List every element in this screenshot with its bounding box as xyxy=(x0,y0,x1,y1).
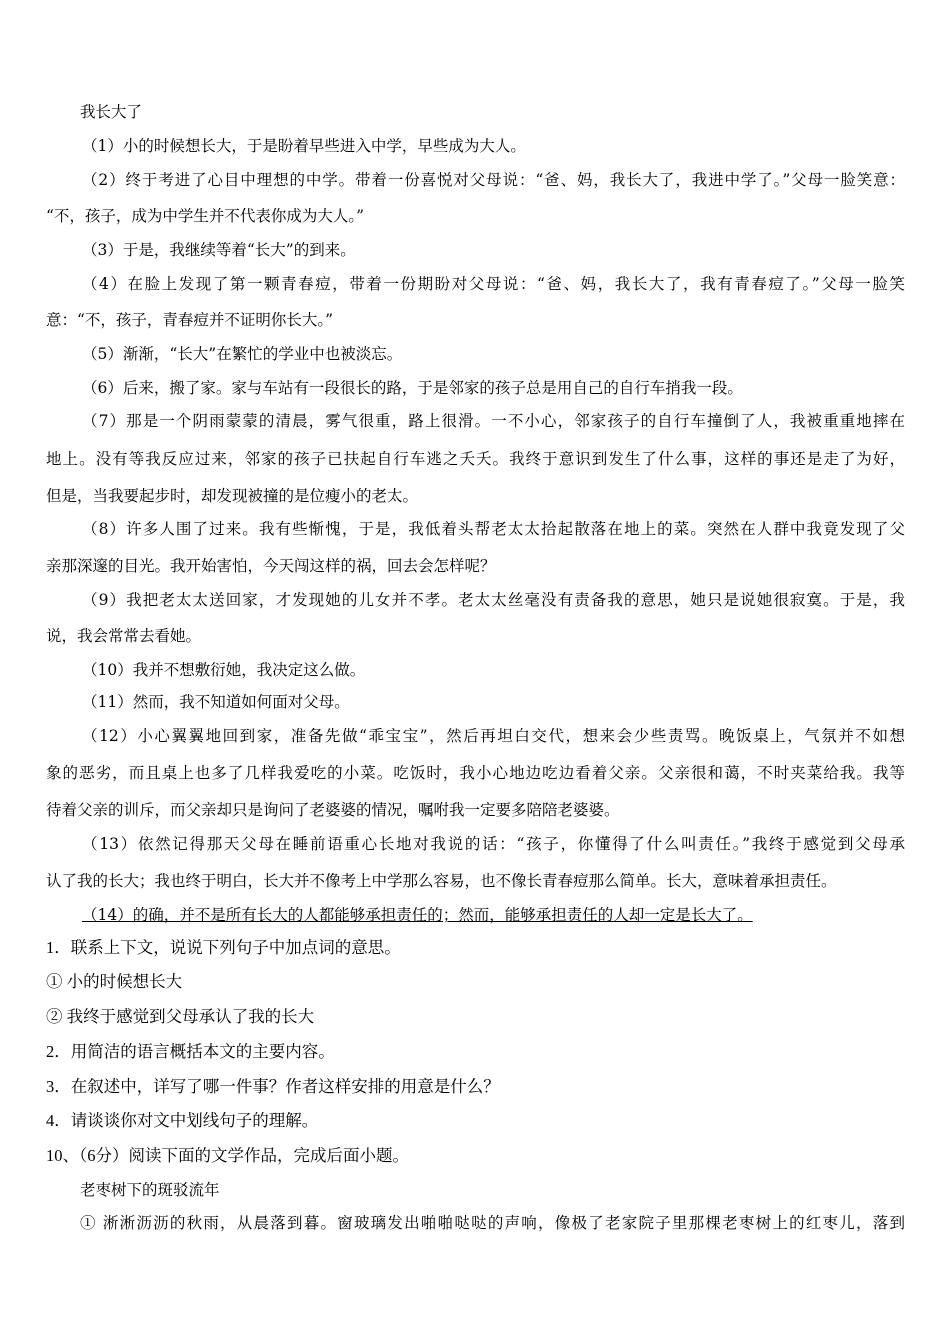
paragraph-3: （3）于是，我继续等着“长大”的到来。 xyxy=(82,241,356,259)
paragraph-1: （1）小的时候想长大，于是盼着早些进入中学，早些成为大人。 xyxy=(82,137,526,155)
question-1: 1．联系上下文，说说下列句子中加点词的意思。 xyxy=(46,938,401,957)
paragraph-9-cont: 说，我会常常去看她。 xyxy=(46,627,202,645)
paragraph-12: （12）小心翼翼地回到家，准备先做“乖宝宝”，然后再坦白交代，想来会少些责骂。晚饭桌上，气氛并不如想 xyxy=(82,727,905,745)
paragraph-12-cont: 待着父亲的训斥，而父亲却只是询问了老婆婆的情况，嘱咐我一定要多陪陪老婆婆。 xyxy=(46,801,620,819)
question-2: 2．用简洁的语言概括本文的主要内容。 xyxy=(46,1042,335,1061)
paragraph-7-cont: 地上。没有等我反应过来，邻家的孩子已扶起自行车逃之夭夭。我终于意识到发生了什么事，这样的事还是走了为好， xyxy=(46,450,905,468)
section-10-heading: 10、（6分）阅读下面的文学作品，完成后面小题。 xyxy=(46,1146,409,1165)
paragraph-6: （6）后来，搬了家。家与车站有一段很长的路，于是邻家的孩子总是用自己的自行车捎我一段。 xyxy=(82,379,743,397)
paragraph-8-cont: 亲那深邃的目光。我开始害怕，今天闯这样的祸，回去会怎样呢？ xyxy=(46,557,496,575)
question-1-item-a: ① 小的时候想长大 xyxy=(46,972,183,991)
paragraph-8: （8）许多人围了过来。我有些惭愧，于是，我低着头帮老太太拾起散落在地上的菜。突然在人群中我竟发现了父 xyxy=(82,520,905,538)
paragraph-2-cont: “不，孩子，成为中学生并不代表你成为大人。” xyxy=(46,207,365,225)
paragraph-2: （2）终于考进了心目中理想的中学。带着一份喜悦对父母说：“爸、妈，我长大了，我进中学了。”父母一脸笑意： xyxy=(82,171,905,189)
paragraph-5: （5）渐渐，“长大”在繁忙的学业中也被淡忘。 xyxy=(82,345,403,363)
question-4: 4．请谈谈你对文中划线句子的理解。 xyxy=(46,1111,319,1130)
paragraph-4: （4）在脸上发现了第一颗青春痘，带着一份期盼对父母说：“爸、妈，我长大了，我有青春痘了。”父母一脸笑 xyxy=(82,275,905,293)
paragraph-4-cont: 意：“不，孩子，青春痘并不证明你长大。” xyxy=(46,311,334,329)
section-10-title: 老枣树下的斑驳流年 xyxy=(80,1181,220,1199)
section-10-paragraph-1: ① 淅淅沥沥的秋雨，从晨落到暮。窗玻璃发出啪啪哒哒的声响，像极了老家院子里那棵老枣树上的红枣儿，落到 xyxy=(80,1214,905,1232)
paragraph-11: （11）然而，我不知道如何面对父母。 xyxy=(82,693,350,711)
paragraph-13-cont: 认了我的长大；我也终于明白，长大并不像考上中学那么容易，也不像长青春痘那么简单。长大，意味着承担责任。 xyxy=(46,872,837,890)
paragraph-7-cont: 但是，当我要起步时，却发现被撞的是位瘦小的老太。 xyxy=(46,487,419,505)
paragraph-14-underlined: （14）的确，并不是所有长大的人都能够承担责任的；然而，能够承担责任的人却一定是长大了。 xyxy=(82,906,753,924)
question-3: 3．在叙述中，详写了哪一件事？作者这样安排的用意是什么？ xyxy=(46,1077,500,1096)
paragraph-9: （9）我把老太太送回家，才发现她的儿女并不孝。老太太丝毫没有责备我的意思，她只是说她很寂寞。于是，我 xyxy=(82,591,905,609)
question-1-item-b: ② 我终于感觉到父母承认了我的长大 xyxy=(46,1007,315,1026)
article-title: 我长大了 xyxy=(80,103,143,121)
paragraph-7: （7）那是一个阴雨蒙蒙的清晨，雾气很重，路上很滑。一不小心，邻家孩子的自行车撞倒了人，我被重重地摔在 xyxy=(82,412,905,430)
paragraph-10: （10）我并不想敷衍她，我决定这么做。 xyxy=(82,661,366,679)
paragraph-13: （13）依然记得那天父母在睡前语重心长地对我说的话：“孩子，你懂得了什么叫责任。”我终于感觉到父母承 xyxy=(82,835,905,853)
paragraph-12-cont: 象的恶劣，而且桌上也多了几样我爱吃的小菜。吃饭时，我小心地边吃边看着父亲。父亲很和蔼，不时夹菜给我。我等 xyxy=(46,764,905,782)
